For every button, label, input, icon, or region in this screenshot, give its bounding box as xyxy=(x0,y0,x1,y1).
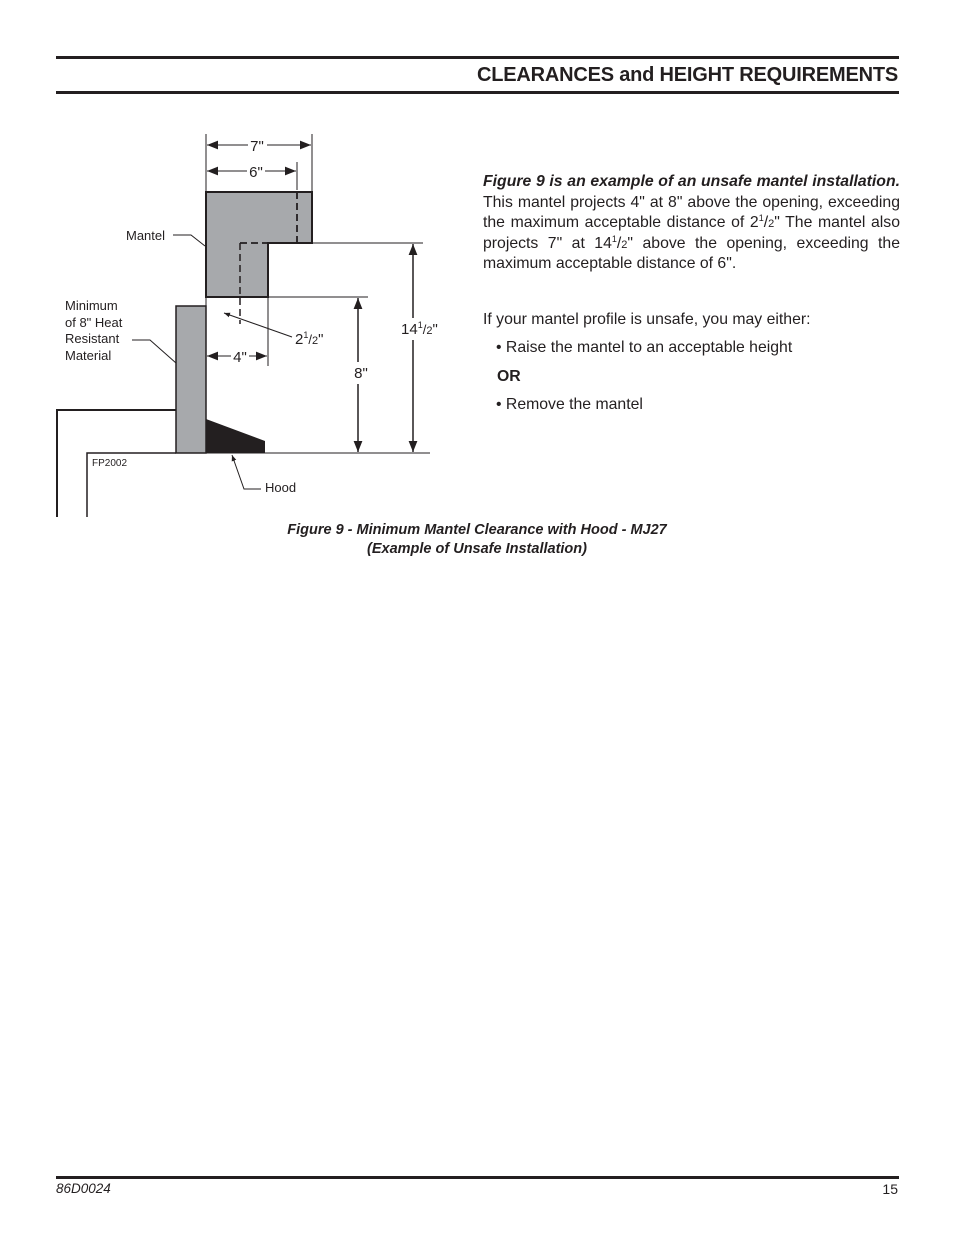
dim-4-label: 4" xyxy=(233,349,247,366)
paragraph-lead: Figure 9 is an example of an unsafe mantel installation. xyxy=(483,173,900,190)
dim-2half-leader xyxy=(224,313,292,337)
heat-material-callout-leader xyxy=(132,340,176,363)
paragraph-options-intro: If your mantel profile is unsafe, you may either: xyxy=(483,311,811,328)
page-number: 15 xyxy=(882,1181,898,1197)
hood-shape xyxy=(206,419,265,453)
heat-material-callout-line1: Minimum xyxy=(65,298,118,313)
dim-2half-num: 1 xyxy=(303,330,309,340)
or-label: OR xyxy=(497,368,521,385)
page-title: CLEARANCES and HEIGHT REQUIREMENTS xyxy=(476,64,898,86)
paragraph-text-a: This mantel projects 4" at 8" above the opening, exceeding the maximum acceptable distance of 2 xyxy=(483,193,900,232)
heat-resistant-material xyxy=(176,306,206,453)
figure-code: FP2002 xyxy=(92,458,128,469)
footer-rule xyxy=(56,1176,899,1179)
hood-callout-label: Hood xyxy=(265,480,297,495)
mantel-callout-label: Mantel xyxy=(126,228,166,243)
heat-material-callout-line4: Material xyxy=(65,348,112,363)
mantel-clearance-diagram xyxy=(0,0,954,560)
option-raise-mantel: • Raise the mantel to an acceptable height xyxy=(496,339,793,356)
fraction-denominator: 2 xyxy=(621,238,628,251)
dim-14half-den: 2 xyxy=(426,325,433,337)
paragraph-text-b: " The mantel also projects 7" at 14 xyxy=(483,214,900,252)
dim-2half-den: 2 xyxy=(311,335,319,347)
heat-material-callout-line3: Resistant xyxy=(65,331,120,346)
dim-8-label: 8" xyxy=(354,365,368,382)
figure-caption-line1: Figure 9 - Minimum Mantel Clearance with Hood - MJ27 xyxy=(287,522,667,538)
fraction-numerator: 1 xyxy=(758,213,764,224)
option-remove-mantel: • Remove the mantel xyxy=(496,396,643,413)
dim-2half-unit: " xyxy=(318,331,324,348)
mantel-callout-leader xyxy=(173,235,205,246)
dim-14half-num: 1 xyxy=(417,320,423,330)
dim-14half-slash: / xyxy=(422,322,427,337)
figure-caption-line2: (Example of Unsafe Installation) xyxy=(367,541,587,557)
dim-2half-whole: 2 xyxy=(295,331,304,348)
dim-2half-label xyxy=(295,330,323,348)
hood-callout-leader xyxy=(232,455,261,489)
fraction-denominator: 2 xyxy=(768,218,775,231)
dim-7-label: 7" xyxy=(250,138,264,155)
document-number: 86D0024 xyxy=(56,1181,111,1196)
fraction-numerator: 1 xyxy=(611,233,617,244)
dim-2half-slash: / xyxy=(308,332,312,347)
paragraph-text-c: " above the opening, exceeding the maximum acceptable distance of 6". xyxy=(483,234,900,273)
dim-6-label: 6" xyxy=(249,164,263,181)
dim-14half-label xyxy=(401,320,438,338)
dim-14half-unit: " xyxy=(432,321,438,338)
dim-14half-whole: 14 xyxy=(401,321,418,338)
heat-material-callout-line2: of 8" Heat xyxy=(65,315,123,330)
paragraph-unsafe-example: Figure 9 is an example of an unsafe mantel installation. This mantel projects 4" at 8" above the opening, exceeding the maximum acceptable distance of $2^1/2$" The mantel also projects 7" at $14^1/2$" above the opening, exceeding the maximum acceptable distance of 6". xyxy=(483,173,900,273)
